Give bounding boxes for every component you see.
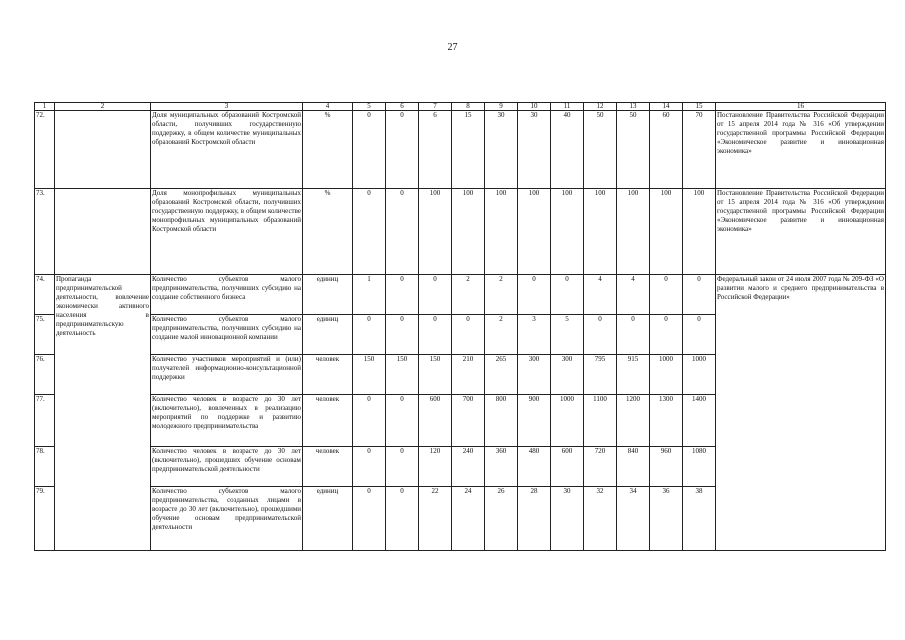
column-number: 10 bbox=[518, 103, 551, 111]
value-cell: 960 bbox=[650, 447, 683, 487]
value-cell: 120 bbox=[419, 447, 452, 487]
value-cell: 1080 bbox=[683, 447, 716, 487]
value-cell: 4 bbox=[617, 275, 650, 315]
row-number: 72. bbox=[35, 111, 55, 189]
column-number: 3 bbox=[151, 103, 303, 111]
value-cell: 150 bbox=[386, 355, 419, 395]
value-cell: 0 bbox=[386, 395, 419, 447]
value-cell: 0 bbox=[650, 315, 683, 355]
unit-cell: единиц bbox=[303, 275, 353, 315]
indicators-table bbox=[34, 102, 886, 551]
value-cell: 40 bbox=[551, 111, 584, 189]
row-number: 76. bbox=[35, 355, 55, 395]
indicator-name: Доля муниципальных образований Костромской области, получивших государственную поддержку, в общем количестве муниципальных образований Костромской области bbox=[151, 111, 303, 189]
unit-cell: человек bbox=[303, 355, 353, 395]
value-cell: 900 bbox=[518, 395, 551, 447]
value-cell: 30 bbox=[551, 487, 584, 551]
table-row bbox=[35, 275, 886, 315]
value-cell: 0 bbox=[386, 111, 419, 189]
value-cell: 100 bbox=[584, 189, 617, 275]
value-cell: 0 bbox=[386, 189, 419, 275]
value-cell: 210 bbox=[452, 355, 485, 395]
measure-name-cell bbox=[55, 111, 151, 189]
value-cell: 300 bbox=[518, 355, 551, 395]
column-number: 14 bbox=[650, 103, 683, 111]
measure-name-cell bbox=[55, 189, 151, 275]
unit-cell: единиц bbox=[303, 487, 353, 551]
row-number: 77. bbox=[35, 395, 55, 447]
value-cell: 2 bbox=[452, 275, 485, 315]
value-cell: 915 bbox=[617, 355, 650, 395]
indicator-name: Количество субъектов малого предпринимательства, получивших субсидию на создание собственного бизнеса bbox=[151, 275, 303, 315]
indicator-name: Количество человек в возрасте до 30 лет (включительно), вовлеченных в реализацию мероприятий по поддержке и развитию молодежного предпринимательства bbox=[151, 395, 303, 447]
value-cell: 2 bbox=[485, 315, 518, 355]
value-cell: 0 bbox=[353, 111, 386, 189]
value-cell: 1000 bbox=[551, 395, 584, 447]
value-cell: 0 bbox=[386, 275, 419, 315]
legal-basis-cell: Федеральный закон от 24 июля 2007 года № 209-ФЗ «О развитии малого и среднего предпринимательства в Российской Федерации» bbox=[716, 275, 886, 551]
value-cell: 34 bbox=[617, 487, 650, 551]
column-number: 13 bbox=[617, 103, 650, 111]
value-cell: 150 bbox=[419, 355, 452, 395]
unit-cell: % bbox=[303, 111, 353, 189]
value-cell: 24 bbox=[452, 487, 485, 551]
value-cell: 840 bbox=[617, 447, 650, 487]
value-cell: 0 bbox=[584, 315, 617, 355]
value-cell: 32 bbox=[584, 487, 617, 551]
value-cell: 795 bbox=[584, 355, 617, 395]
value-cell: 800 bbox=[485, 395, 518, 447]
value-cell: 4 bbox=[584, 275, 617, 315]
value-cell: 0 bbox=[518, 275, 551, 315]
value-cell: 0 bbox=[353, 395, 386, 447]
column-number: 1 bbox=[35, 103, 55, 111]
row-number: 78. bbox=[35, 447, 55, 487]
page-number: 27 bbox=[447, 42, 458, 53]
value-cell: 28 bbox=[518, 487, 551, 551]
table-body bbox=[35, 103, 886, 551]
legal-basis-cell: Постановление Правительства Российской Федерации от 15 апреля 2014 года № 316 «Об утверждении государственной программы Российской Федерации «Экономическое развитие и инновационная экономика» bbox=[716, 189, 886, 275]
value-cell: 50 bbox=[617, 111, 650, 189]
value-cell: 100 bbox=[518, 189, 551, 275]
value-cell: 1100 bbox=[584, 395, 617, 447]
table-row bbox=[35, 189, 886, 275]
indicator-name: Количество человек в возрасте до 30 лет (включительно), прошедших обучение основам предпринимательской деятельности bbox=[151, 447, 303, 487]
value-cell: 2 bbox=[485, 275, 518, 315]
column-number-row bbox=[35, 103, 886, 111]
value-cell: 1400 bbox=[683, 395, 716, 447]
value-cell: 0 bbox=[353, 447, 386, 487]
value-cell: 0 bbox=[419, 315, 452, 355]
value-cell: 600 bbox=[419, 395, 452, 447]
value-cell: 100 bbox=[551, 189, 584, 275]
value-cell: 60 bbox=[650, 111, 683, 189]
column-number: 12 bbox=[584, 103, 617, 111]
value-cell: 0 bbox=[386, 447, 419, 487]
value-cell: 0 bbox=[353, 487, 386, 551]
value-cell: 0 bbox=[650, 275, 683, 315]
value-cell: 38 bbox=[683, 487, 716, 551]
unit-cell: человек bbox=[303, 447, 353, 487]
value-cell: 100 bbox=[419, 189, 452, 275]
value-cell: 100 bbox=[617, 189, 650, 275]
value-cell: 5 bbox=[551, 315, 584, 355]
value-cell: 0 bbox=[452, 315, 485, 355]
row-number: 73. bbox=[35, 189, 55, 275]
value-cell: 240 bbox=[452, 447, 485, 487]
indicator-name: Количество субъектов малого предпринимательства, созданных лицами в возрасте до 30 лет (включительно), прошедшими обучение основам предпринимательской деятельности bbox=[151, 487, 303, 551]
value-cell: 100 bbox=[683, 189, 716, 275]
value-cell: 0 bbox=[386, 315, 419, 355]
measure-name-cell: Пропаганда предпринимательской деятельности, вовлечение экономически активного населения в предпринимательскую деятельность bbox=[55, 275, 151, 551]
value-cell: 600 bbox=[551, 447, 584, 487]
value-cell: 1 bbox=[353, 275, 386, 315]
row-number: 79. bbox=[35, 487, 55, 551]
value-cell: 1200 bbox=[617, 395, 650, 447]
column-number: 9 bbox=[485, 103, 518, 111]
column-number: 11 bbox=[551, 103, 584, 111]
value-cell: 0 bbox=[353, 315, 386, 355]
column-number: 2 bbox=[55, 103, 151, 111]
value-cell: 36 bbox=[650, 487, 683, 551]
column-number: 6 bbox=[386, 103, 419, 111]
value-cell: 300 bbox=[551, 355, 584, 395]
value-cell: 265 bbox=[485, 355, 518, 395]
value-cell: 1000 bbox=[683, 355, 716, 395]
value-cell: 30 bbox=[518, 111, 551, 189]
value-cell: 30 bbox=[485, 111, 518, 189]
value-cell: 480 bbox=[518, 447, 551, 487]
row-number: 74. bbox=[35, 275, 55, 315]
value-cell: 100 bbox=[650, 189, 683, 275]
legal-basis-cell: Постановление Правительства Российской Федерации от 15 апреля 2014 года № 316 «Об утверждении государственной программы Российской Федерации «Экономическое развитие и инновационная экономика» bbox=[716, 111, 886, 189]
unit-cell: % bbox=[303, 189, 353, 275]
value-cell: 100 bbox=[452, 189, 485, 275]
value-cell: 15 bbox=[452, 111, 485, 189]
column-number: 8 bbox=[452, 103, 485, 111]
column-number: 15 bbox=[683, 103, 716, 111]
value-cell: 70 bbox=[683, 111, 716, 189]
column-number: 4 bbox=[303, 103, 353, 111]
value-cell: 1300 bbox=[650, 395, 683, 447]
row-number: 75. bbox=[35, 315, 55, 355]
value-cell: 150 bbox=[353, 355, 386, 395]
indicator-name: Доля монопрофильных муниципальных образований Костромской области, получивших государственную поддержку, в общем количестве монопрофильных муниципальных образований Костромской области bbox=[151, 189, 303, 275]
value-cell: 0 bbox=[617, 315, 650, 355]
value-cell: 22 bbox=[419, 487, 452, 551]
value-cell: 720 bbox=[584, 447, 617, 487]
value-cell: 0 bbox=[683, 275, 716, 315]
indicator-name: Количество субъектов малого предпринимательства, получивших субсидию на создание малой инновационной компании bbox=[151, 315, 303, 355]
value-cell: 360 bbox=[485, 447, 518, 487]
unit-cell: человек bbox=[303, 395, 353, 447]
value-cell: 6 bbox=[419, 111, 452, 189]
indicator-name: Количество участников мероприятий и (или) получателей информационно-консультационной поддержки bbox=[151, 355, 303, 395]
column-number: 7 bbox=[419, 103, 452, 111]
value-cell: 26 bbox=[485, 487, 518, 551]
value-cell: 3 bbox=[518, 315, 551, 355]
value-cell: 0 bbox=[419, 275, 452, 315]
value-cell: 0 bbox=[386, 487, 419, 551]
value-cell: 100 bbox=[485, 189, 518, 275]
value-cell: 50 bbox=[584, 111, 617, 189]
column-number: 5 bbox=[353, 103, 386, 111]
table-row bbox=[35, 111, 886, 189]
value-cell: 0 bbox=[551, 275, 584, 315]
value-cell: 0 bbox=[353, 189, 386, 275]
unit-cell: единиц bbox=[303, 315, 353, 355]
value-cell: 700 bbox=[452, 395, 485, 447]
value-cell: 1000 bbox=[650, 355, 683, 395]
column-number: 16 bbox=[716, 103, 886, 111]
value-cell: 0 bbox=[683, 315, 716, 355]
